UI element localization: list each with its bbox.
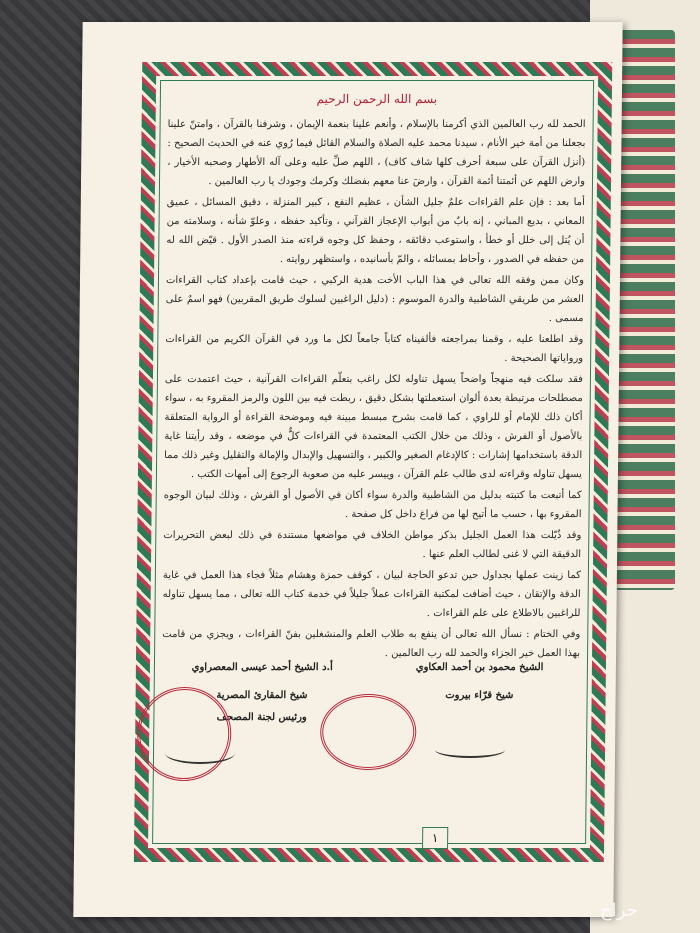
paragraph: فقد سلكت فيه منهجاً واضحاً يسهل تناوله لكل راغب بتعلّم القراءات القرآنية ، حيث اعتمدت على مصطلحات مرتبطة بعدة ألوان استعملتها بشكل دقيق ، ربطت فيه بين اللون والرمز المقروء به ، سواء أكان ذلك للإمام أو للراوي ، كما قامت بشرح مبسط مبينة فيه وموضحة القراءة أو الرواية المتعلقة بالأصول أو الفرش ، وذلك من خلال الكتب المعتمدة في القراءات كلٌّ في موضعه ، وقد رأيتنا غاية الدقة باستخدامها إشارات : كالإدغام الصغير والكبير ، والتسهيل والإبدال والإمالة والتقليل وغير ذلك مما يسهل تناوله وقراءته لدى طالب علم القرآن ، وييسر عليه من صعوبة الرجوع إلى أمهات الكتب . <box>164 374 584 480</box>
book-page <box>73 22 622 917</box>
page-number: ١ <box>422 827 448 849</box>
site-watermark: حراج <box>600 900 638 921</box>
paragraph: وكان ممن وفقه الله تعالى في هذا الباب الأخت هدية الركبي ، حيث قامت بإعداد كتاب القراءات العشر من طريقي الشاطبية والدرة الموسوم : (دليل الراغبين لسلوك طريق المقربين) فهو اسمٌ على مسمى . <box>165 275 585 324</box>
paragraph: وقد اطلعنا عليه ، وقمنا بمراجعته فألفيناه كتاباً جامعاً لكل ما ورد في القرآن الكريم من القراءات ورواياتها الصحيحة . <box>165 334 584 364</box>
paragraph: الحمد لله رب العالمين الذي أكرمنا بالإسلام ، وأنعم علينا بنعمة الإيمان ، وشرفنا بالقرآن ، وامتنّ علينا بجعلنا من أمة خير الأنام ، سيدنا محمد عليه الصلاة والسلام القائل فيما رُوي عنه في الحديث الصحيح : (أنزل القرآن على سبعة أحرف كلها شاف كاف) ، اللهم صلِّ عليه وعلى آله الأطهار وصحبه الأخيار ، وارض اللهم عن أئمتنا أئمة القرآن ، وارضَ عنا معهم بفضلك وكرمك وجودك يا رب العالمين . <box>167 119 586 187</box>
paragraph: وقد ذُيّلت هذا العمل الجليل بذكر مواطن الخلاف في مواضعها مستندة في ذلك لبعض التحريرات الدقيقة التي لا غنى لطالب العلم عنها . <box>163 530 582 560</box>
handwritten-signature-left <box>165 742 235 764</box>
paragraph: كما زينت عملها بجداول حين تدعو الحاجة لبيان ، كوقف حمزة وهشام مثلاً فجاء هذا العمل في غاية الدقة والإتقان ، حيث أضافت لمكتبة القراءات عملاً جليلاً في خدمة كتاب الله تعالى ، مما يسهل تناوله للراغبين بالاطلاع على علم القراءات . <box>162 570 581 619</box>
signer-right-name: الشيخ محمود بن أحمد العكاوي <box>415 662 544 673</box>
signature-names <box>162 662 580 673</box>
basmala-header: بسم الله الرحمن الرحيم <box>316 92 438 106</box>
official-seal-stamp <box>320 694 417 770</box>
facing-page-ornament <box>615 30 675 590</box>
signer-left-title-2: ورئيس لجنة المصحف <box>216 712 307 723</box>
signer-left-title: شيخ المقارئ المصرية <box>216 690 308 701</box>
paragraph: أما بعد : فإن علم القراءات علمٌ جليل الشأن ، عظيم النفع ، كبير المنزلة ، دقيق المسائل ، عميق المعاني ، بديع المباني ، إنه بابٌ من أبواب الإعجاز القرآني ، وتأكيد حفظه ، وعلوّ شأنه ، وسلامته من أن يُتل إلى خلل أو خطأ ، واستوعب دقائقه ، وحفظ كل وجوه قراءته منذ الصدر الأول . قيّض الله له من حفظه في الصدور ، وأحاط بمسائله ، والمّ بأسانيده ، واستظهر روايته . <box>166 197 585 265</box>
paragraph: كما أتبعت ما كتبته بدليل من الشاطبية والدرة سواء أكان في الأصول أو الفرش ، وذلك لبيان الوجوه المقروء بها ، حسب ما أتيح لها من فراغ داخل كل صفحة . <box>163 490 582 520</box>
handwritten-signature-right <box>435 742 505 758</box>
paragraph: وفي الختام : نسأل الله تعالى أن ينفع به طلاب العلم والمنشغلين بفنّ القراءات ، ويجزي من قامت بهذا العمل خير الجزاء والحمد لله رب العالمين . <box>162 629 581 659</box>
signer-right-title: شيخ قرّاء بيروت <box>445 690 514 701</box>
signer-left-name: أ.د الشيخ أحمد عيسى المعصراوي <box>191 662 333 673</box>
